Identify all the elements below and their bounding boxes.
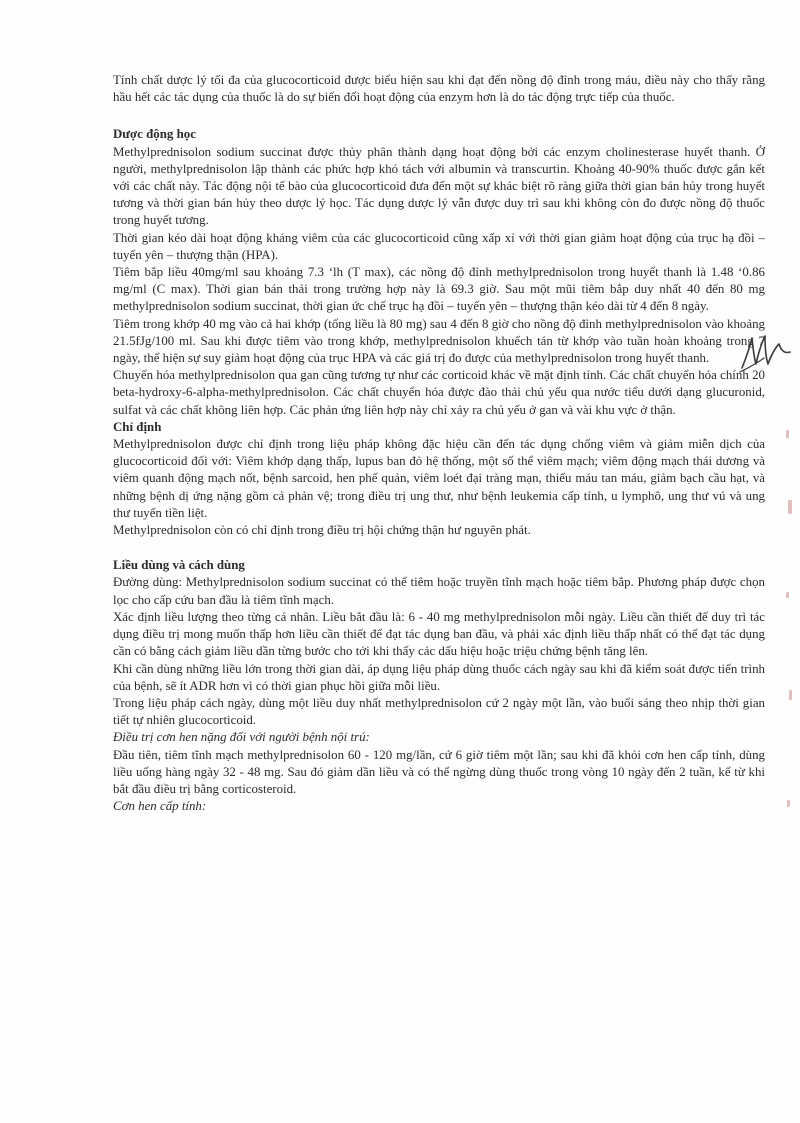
handwritten-signature	[738, 328, 794, 376]
edge-mark	[786, 430, 789, 438]
document-body	[113, 72, 765, 815]
dosage-paragraph: Trong liệu pháp cách ngày, dùng một liều duy nhất methylprednisolon cứ 2 ngày một lần, vào buổi sáng theo nhịp thời gian tiết tự nhiên glucocorticoid.	[113, 695, 765, 728]
dosage-paragraph: Đường dùng: Methylprednisolon sodium succinat có thể tiêm hoặc truyền tĩnh mạch hoặc tiêm bắp. Phương pháp được chọn lọc cho cấp cứu ban đầu là tiêm tĩnh mạch.	[113, 575, 765, 607]
asthma-paragraph: Đầu tiên, tiêm tĩnh mạch methylprednisolon 60 - 120 mg/lần, cứ 6 giờ tiêm một lần; sau khi đã khỏi cơn hen cấp tính, dùng liều uống hàng ngày 32 - 48 mg. Sau đó giảm dần liều và có thể ngừng dùng thuốc trong vòng 10 ngày đến 2 tuần, kể từ khi bắt đầu điều trị bằng corticosteroid.	[113, 747, 765, 796]
edge-mark	[789, 690, 792, 700]
dosage-paragraph: Khi cần dùng những liều lớn trong thời gian dài, áp dụng liệu pháp dùng thuốc cách ngày sau khi đã kiểm soát được tiến trình của bệnh, sẽ ít ADR hơn vì có thời gian phục hồi giữa mỗi liều.	[113, 661, 765, 693]
pharmacokinetics-heading: Dược động học	[113, 127, 196, 142]
edge-mark	[786, 592, 789, 598]
indications-paragraph: Methylprednisolon còn có chỉ định trong điều trị hội chứng thận hư nguyên phát.	[113, 523, 531, 538]
pharmacokinetics-paragraph: Tiêm bắp liều 40mg/ml sau khoảng 7.3 ‘lh (T max), các nồng độ đỉnh methylprednisolon trong huyết thanh là 1.48 ‘0.86 mg/ml (C max). Thời gian bán thải trong trường hợp này là 69.3 giờ. Sau một mũi tiêm bắp duy nhất 40 đến 80 mg methylprednisolon sodium succinat, thời gian ức chế trục hạ đồi – tuyến yên – thượng thận kéo dài từ 4 đến 8 ngày.	[113, 265, 765, 314]
pharmacokinetics-paragraph: Tiêm trong khớp 40 mg vào cả hai khớp (tổng liều là 80 mg) sau 4 đến 8 giờ cho nồng độ đỉnh methylprednisolon vào khoảng 21.5fJg/100 ml. Sau khi được tiêm vào trong khớp, methylprednisolon khuếch tán từ khớp vào tuần hoàn khoảng trong 7 ngày, thể hiện sự suy giảm hoạt động của trục HPA và các giá trị đo được của methylprednisolon trong huyết thanh.	[113, 316, 765, 366]
dosage-heading: Liều dùng và cách dùng	[113, 558, 245, 573]
indications-heading: Chỉ định	[113, 419, 162, 434]
pharmacokinetics-paragraph: Methylprednisolon sodium succinat được thủy phân thành dạng hoạt động bởi các enzym cholinesterase huyết thanh. Ở người, methylprednisolon lập thành các phức hợp khó tách với albumin và transcurtin. Khoảng 40-90% thuốc được gắn kết với các chất này. Tác động nội tế bào của glucocorticoid đưa đến một sự khác biệt rõ ràng giữa thời gian bán hủy trong huyết tương và thời gian bán hủy theo dược lý học. Tác dụng dược lý vẫn được duy trì sau khi không còn đo được nồng độ thuốc trong huyết tương.	[113, 144, 765, 228]
asthma-adult-subheading: Điều trị cơn hen nặng đối với người bệnh nội trú:	[113, 730, 370, 745]
pharmacokinetics-paragraph: Thời gian kéo dài hoạt động kháng viêm của các glucocorticoid cũng xấp xỉ với thời gian giảm hoạt động của trục hạ đồi – tuyến yên – thượng thận (HPA).	[113, 230, 765, 262]
pharmacokinetics-paragraph: Chuyển hóa methylprednisolon qua gan cũng tương tự như các corticoid khác về mặt định tính. Các chất chuyển hóa chính 20 beta-hydroxy-6-alpha-methylprednisolon. Các chất chuyển hóa được đào thải chủ yếu qua nước tiểu dưới dạng glucuronid, sulfat và các chất không liên hợp. Các phản ứng liên hợp này chỉ xảy ra chủ yếu ở gan và vài khu vực ở thận.	[113, 368, 765, 417]
indications-paragraph: Methylprednisolon được chỉ định trong liệu pháp không đặc hiệu cần đến tác dụng chống viêm và giảm miễn dịch của glucocorticoid đối với: Viêm khớp dạng thấp, lupus ban đỏ hệ thống, một số thể viêm mạch; viêm động mạch thái dương và viêm quanh động mạch nốt, bệnh sarcoid, hen phế quản, viêm loét đại tràng mạn, thiếu máu tan máu, giảm bạch cầu hạt, và những bệnh dị ứng nặng gồm cả phản vệ; trong điều trị ung thư, như bệnh leukemia cấp tính, u lymphô, ung thư vú và ung thư tuyến tiền liệt.	[113, 437, 765, 520]
edge-mark	[788, 500, 792, 514]
acute-asthma-subheading: Cơn hen cấp tính:	[113, 799, 207, 814]
dosage-paragraph: Xác định liều lượng theo từng cá nhân. Liều bắt đầu là: 6 - 40 mg methylprednisolon mỗi ngày. Liều cần thiết để duy trì tác dụng điều trị mong muốn thấp hơn liều cần thiết để đạt tác dụng ban đầu, và phải xác định liều thấp nhất có thể đạt tác dụng cần có bằng cách giảm liều dần từng bước cho tới khi thấy các dấu hiệu hoặc triệu chứng bệnh tăng lên.	[113, 609, 765, 659]
intro-paragraph: Tính chất dược lý tối đa của glucocorticoid được biểu hiện sau khi đạt đến nồng độ đỉnh trong máu, điều này cho thấy rằng hầu hết các tác dụng của thuốc là do sự biến đổi hoạt động của enzym hơn là do tác động trực tiếp của thuốc.	[113, 73, 765, 105]
edge-mark	[787, 800, 790, 807]
